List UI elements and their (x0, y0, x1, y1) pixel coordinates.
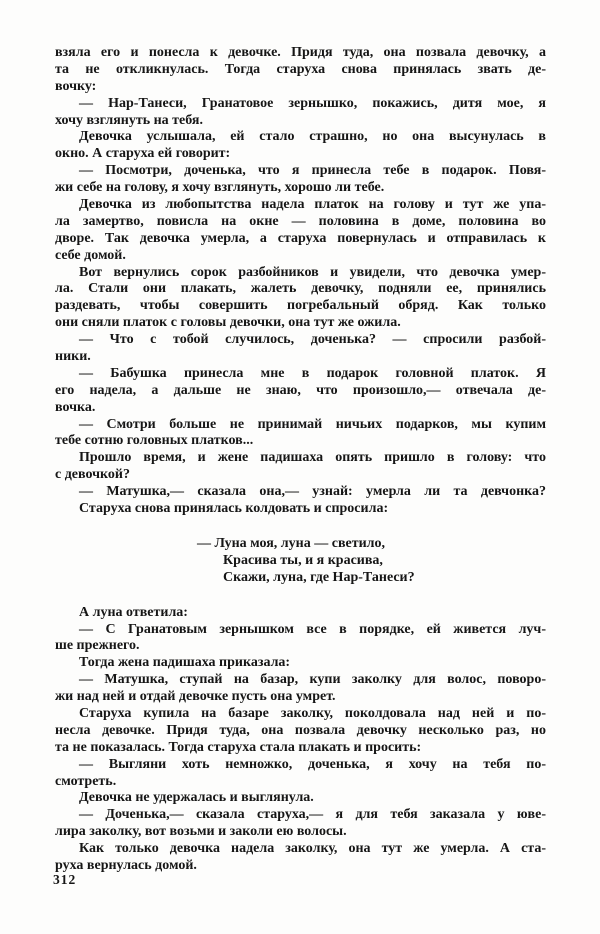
text-line: хочу взглянуть на тебя. (55, 112, 203, 128)
text-line: раздевать, чтобы совершить погребальный обряд. Как только (55, 298, 546, 314)
text-line: А луна ответила: (79, 604, 188, 620)
verse-line: — Луна моя, луна — светило, (197, 535, 386, 551)
text-line: — Посмотри, доченька, что я принесла тебе в подарок. Повя- (79, 163, 546, 179)
paragraph (55, 757, 546, 791)
text-line: они сняли платок с головы девочки, она тут же ожила. (55, 315, 401, 331)
text-line: ше прежнего. (55, 638, 140, 654)
paragraph (55, 265, 546, 333)
text-line: — Матушка, ступай на базар, купи заколку для волос, поворо- (79, 672, 546, 688)
text-line: смотреть. (55, 773, 117, 789)
text-line: лира заколку, вот возьми и заколи ею волосы. (55, 824, 347, 840)
text-line: — Выгляни хоть немножко, доченька, я хочу на тебя по- (79, 756, 546, 772)
text-line: с девочкой? (55, 467, 130, 483)
paragraph (55, 45, 546, 96)
text-line: взяла его и понесла к девочке. Придя туда, она позвала девочку, а (55, 45, 546, 60)
verse-line: Скажи, луна, где Нар-Танеси? (223, 569, 415, 585)
paragraph (55, 622, 546, 656)
text-line: жи себе на голову, я хочу взглянуть, хорошо ли тебе. (55, 180, 385, 196)
text-line: — Что с тобой случилось, доченька? — спросили разбой- (79, 332, 546, 348)
text-line: та не показалась. Тогда старуха стала плакать и просить: (55, 739, 422, 755)
page-text (55, 45, 546, 875)
text-line: Девочка не удержалась и выглянула. (79, 790, 314, 806)
verse-line: Красива ты, и я красива, (223, 552, 383, 568)
paragraph (55, 672, 546, 706)
text-line: ла. Стали они плакать, жалеть девочку, подняли ее, принялись (55, 281, 546, 297)
paragraph (55, 807, 546, 841)
paragraph (55, 790, 546, 807)
text-line: тебе сотню головных платков... (55, 433, 254, 449)
text-line: Девочка из любопытства надела платок на голову и тут же упа- (79, 197, 546, 213)
text-line: окно. А старуха ей говорит: (55, 146, 231, 162)
text-line: Девочка услышала, ей стало страшно, но она высунулась в (79, 129, 546, 145)
text-line: жи над ней и отдай девочке пусть она умрет. (55, 689, 336, 705)
text-line: себе домой. (55, 247, 126, 263)
text-line: — Нар-Танеси, Гранатовое зернышко, покажись, дитя мое, я (79, 95, 546, 111)
paragraph (55, 501, 546, 518)
text-line: вочку: (55, 78, 97, 94)
paragraph (55, 484, 546, 501)
paragraph (55, 655, 546, 672)
paragraph (55, 96, 546, 130)
paragraph (55, 163, 546, 197)
text-line: руха вернулась домой. (55, 857, 197, 873)
verse-block (55, 536, 546, 587)
text-line: ла замертво, повисла на окне — половина в доме, половина во (55, 213, 546, 229)
text-line: — Бабушка принесла мне в подарок головной платок. Я (79, 365, 546, 381)
text-line: та не откликнулась. Тогда старуха снова принялась звать де- (55, 61, 546, 77)
text-line: вочка. (55, 399, 96, 415)
paragraph (55, 366, 546, 417)
text-line: — С Гранатовым зернышком все в порядке, ей живется луч- (79, 621, 546, 637)
paragraph (55, 605, 546, 622)
paragraph (55, 129, 546, 163)
text-line: Прошло время, и жене падишаха опять пришло в голову: что (79, 450, 546, 466)
text-line: Старуха купила на базаре заколку, поколдовала над ней и по- (79, 705, 546, 721)
text-line: — Матушка,— сказала она,— узнай: умерла ли та девчонка? (79, 484, 546, 500)
paragraph (55, 332, 546, 366)
paragraph (55, 417, 546, 451)
text-line: Как только девочка надела заколку, она тут же умерла. А ста- (79, 841, 546, 857)
text-line: его надела, а дальше не знаю, что произошло,— отвечала де- (55, 382, 546, 398)
text-line: Вот вернулись сорок разбойников и увидели, что девочка умер- (79, 264, 546, 280)
text-line: Тогда жена падишаха приказала: (79, 655, 291, 671)
page-number: 312 (53, 872, 77, 887)
paragraph (55, 706, 546, 757)
text-line: дворе. Так девочка умерла, а старуха повернулась и отправилась к (55, 230, 546, 246)
text-line: — Доченька,— сказала старуха,— я для тебя заказала у юве- (79, 807, 546, 823)
text-line: ники. (55, 349, 91, 365)
text-line: Старуха снова принялась колдовать и спросила: (79, 501, 389, 517)
paragraph (55, 450, 546, 484)
text-line: — Смотри больше не принимай ничьих подарков, мы купим (79, 416, 546, 432)
text-line: несла девочке. Придя туда, она позвала девочку несколько раз, но (55, 722, 546, 738)
paragraph (55, 197, 546, 265)
paragraph (55, 841, 546, 875)
